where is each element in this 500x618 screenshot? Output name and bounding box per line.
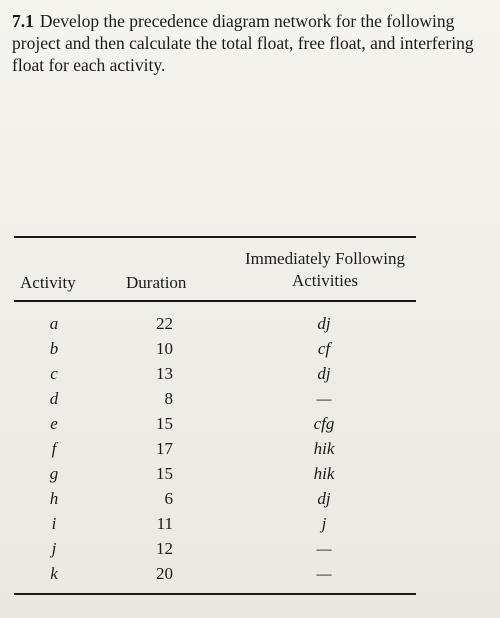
table-body <box>14 302 416 593</box>
cell-duration: 11 <box>156 513 173 533</box>
cell-duration: 15 <box>156 463 173 483</box>
cell-duration: 15 <box>156 413 173 433</box>
cell-duration: 6 <box>164 488 173 508</box>
header-activity: Activity <box>20 273 76 292</box>
table-row <box>14 412 416 437</box>
cell-activity: k <box>50 563 58 583</box>
cell-following: hik <box>313 463 335 483</box>
table-row <box>14 562 416 587</box>
cell-activity: g <box>49 463 59 483</box>
problem-statement <box>12 10 496 76</box>
table-row <box>14 537 416 562</box>
cell-duration: 10 <box>156 338 173 358</box>
table-row <box>14 387 416 412</box>
cell-following: — <box>316 538 332 558</box>
table-row <box>14 487 416 512</box>
cell-following: dj <box>317 488 331 508</box>
activity-table <box>14 236 416 595</box>
cell-duration: 20 <box>156 563 173 583</box>
table-row <box>14 362 416 387</box>
cell-activity: j <box>51 538 57 558</box>
problem-number: 7.1 <box>12 11 34 31</box>
header-duration: Duration <box>126 273 187 292</box>
cell-duration: 22 <box>156 313 173 333</box>
cell-following: dj <box>317 363 331 383</box>
cell-duration: 12 <box>156 538 173 558</box>
cell-activity: a <box>49 313 59 333</box>
cell-activity: c <box>50 363 58 383</box>
cell-duration: 13 <box>156 363 173 383</box>
cell-following: hik <box>313 438 335 458</box>
table-bottom-rule <box>14 593 416 595</box>
header-following-line1: Immediately Following <box>244 249 406 268</box>
cell-following: dj <box>317 313 331 333</box>
cell-following: — <box>316 388 332 408</box>
header-following-line2: Activities <box>291 271 359 290</box>
cell-activity: b <box>49 338 59 358</box>
problem-text: Develop the precedence diagram network for the following project and then calculate the total float, free float, and interfering float for each activity. <box>12 11 474 75</box>
cell-activity: e <box>50 413 58 433</box>
table-row <box>14 512 416 537</box>
cell-duration: 17 <box>156 438 173 458</box>
cell-activity: i <box>51 513 57 533</box>
cell-following: cf <box>317 338 331 358</box>
table-header <box>14 238 416 300</box>
cell-duration: 8 <box>164 388 173 408</box>
cell-following: cfg <box>313 413 335 433</box>
cell-activity: d <box>49 388 59 408</box>
cell-following: j <box>321 513 327 533</box>
header-following <box>230 248 420 292</box>
table-row <box>14 462 416 487</box>
table-row <box>14 437 416 462</box>
cell-activity: f <box>51 438 57 458</box>
table-row <box>14 337 416 362</box>
cell-following: — <box>316 563 332 583</box>
table-row <box>14 312 416 337</box>
cell-activity: h <box>49 488 59 508</box>
